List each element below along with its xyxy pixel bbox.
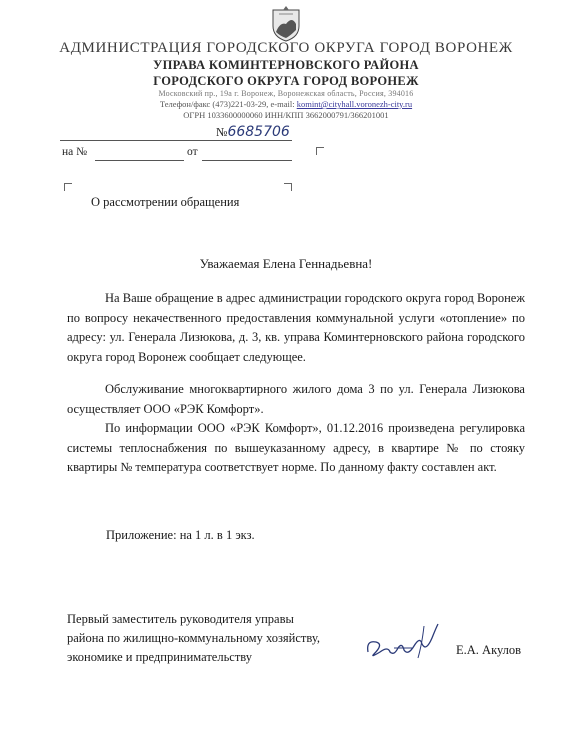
topic-corner-mark-left bbox=[64, 183, 72, 191]
salutation: Уважаемая Елена Геннадьевна! bbox=[199, 256, 373, 271]
signatory-title-line: экономике и предпринимательству bbox=[67, 650, 253, 664]
paragraph-text: По информации ООО «РЭК Комфорт», 01.12.2016 произведена регулировка системы теплоснабжения по вышеуказанному адресу, в квартире № по стояку квартиры № температура соответствует норме. По данному факту составлен акт. bbox=[67, 421, 525, 475]
paragraph-management bbox=[67, 380, 525, 419]
reg-number-value: 6685706 bbox=[227, 124, 290, 140]
ref-date-underline bbox=[202, 160, 292, 161]
ref-number-underline bbox=[95, 160, 184, 161]
office-contacts bbox=[0, 99, 572, 109]
office-title-line2: ГОРОДСКОГО ОКРУГА ГОРОД ВОРОНЕЖ bbox=[153, 74, 419, 88]
paragraph-text: На Ваше обращение в адрес администрации городского округа город Воронеж по вопросу некачественного предоставления коммунальной услуги «отопление» по адресу: ул. Генерала Лизюкова, д. 3, кв. управа Коминтерновского района городского округа город Воронеж сообщает следующее. bbox=[67, 291, 525, 364]
reg-number bbox=[216, 124, 290, 140]
office-address: Московский пр., 19а г. Воронеж, Воронежская область, Россия, 394016 bbox=[158, 89, 414, 98]
ref-number-label: на № bbox=[62, 146, 88, 158]
signatory-title bbox=[67, 610, 320, 667]
paragraph-request bbox=[67, 289, 525, 367]
signatory-title-line: Первый заместитель руководителя управы bbox=[67, 612, 294, 626]
phone-text: Телефон/факс (473)221-03-29, e-mail: bbox=[159, 99, 295, 109]
recipient-corner-mark bbox=[316, 147, 324, 155]
signatory-name: Е.А. Акулов bbox=[456, 643, 522, 657]
reg-number-prefix: № bbox=[216, 125, 228, 139]
paragraph-text: Обслуживание многоквартирного жилого дома 3 по ул. Генерала Лизюкова осуществляет ООО «РЭК Комфорт». bbox=[67, 382, 525, 416]
signatory-title-line: района по жилищно-коммунальному хозяйству, bbox=[67, 631, 320, 645]
registration-ids: ОГРН 1033600000060 ИНН/КПП 3662000791/366201001 bbox=[183, 110, 389, 120]
letter-topic: О рассмотрении обращения bbox=[91, 195, 240, 209]
reg-number-underline bbox=[60, 140, 292, 141]
administration-title: АДМИНИСТРАЦИЯ ГОРОДСКОГО ОКРУГА ГОРОД ВОРОНЕЖ bbox=[59, 40, 513, 56]
ref-date-label: от bbox=[187, 146, 198, 158]
paragraph-result bbox=[67, 419, 525, 478]
handwritten-signature bbox=[364, 618, 444, 662]
attachment-note: Приложение: на 1 л. в 1 экз. bbox=[106, 528, 255, 542]
email-link[interactable]: komint@cityhall.voronezh-city.ru bbox=[296, 99, 413, 109]
topic-corner-mark-right bbox=[284, 183, 292, 191]
coat-of-arms-icon bbox=[270, 4, 302, 42]
office-title-line1: УПРАВА КОМИНТЕРНОВСКОГО РАЙОНА bbox=[153, 58, 419, 72]
